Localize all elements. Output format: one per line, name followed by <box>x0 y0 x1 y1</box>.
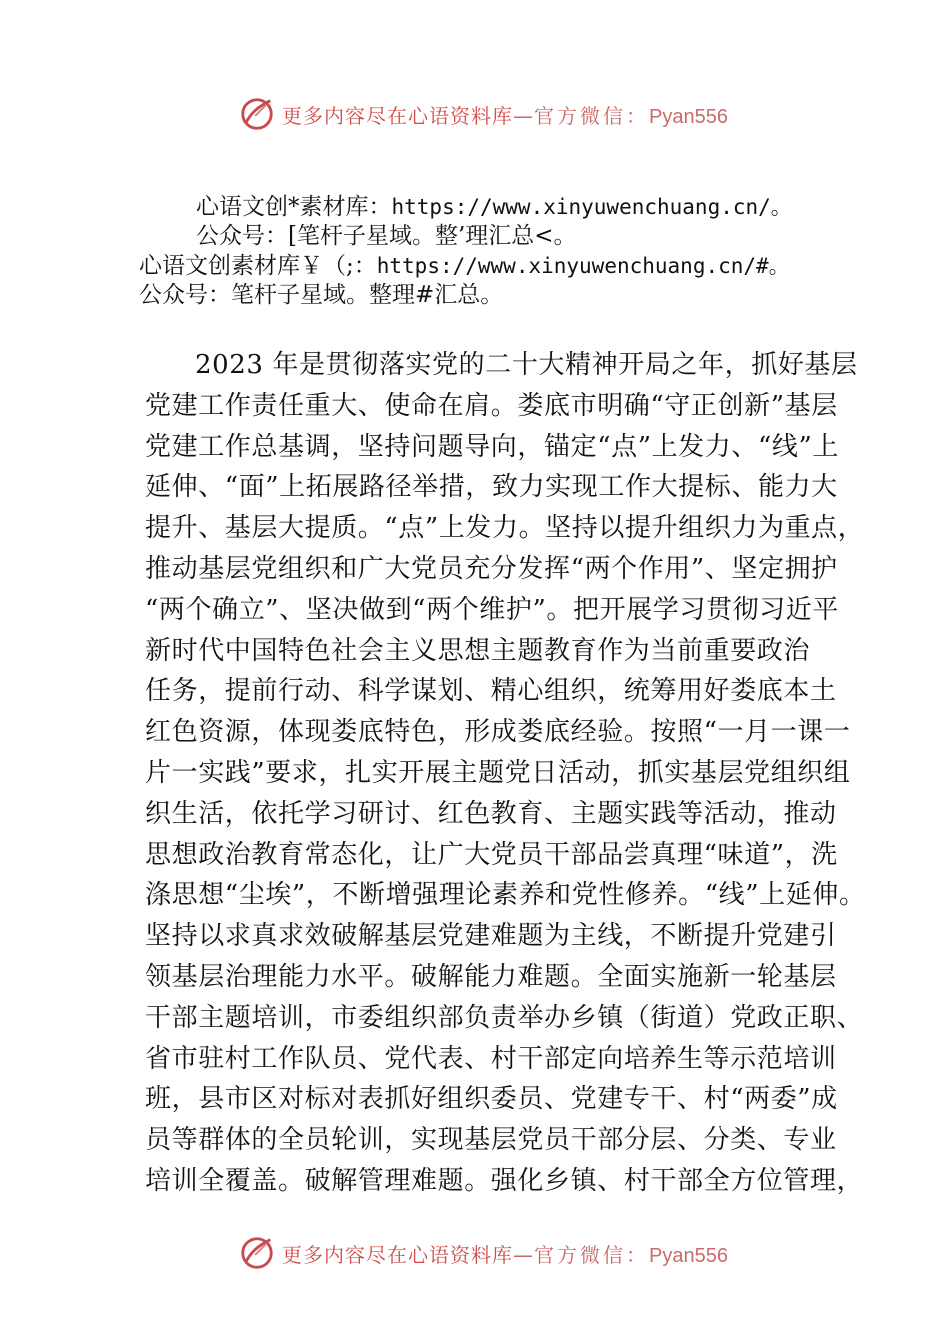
meta-line <box>139 252 790 281</box>
footer-banner <box>238 1233 738 1273</box>
meta-label: 公众号：[笔杆子星域。整’理汇总<。 <box>196 223 577 249</box>
body-line: 红色资源，体现娄底特色，形成娄底经验。按照“一月一课一 <box>145 717 851 748</box>
body-line: 党建工作总基调，坚持问题导向，锚定“点”上发力、“线”上 <box>145 431 839 462</box>
meta-label: 公众号：笔杆子星域。整理#汇总。 <box>139 282 504 308</box>
banner-wechat-label: 官方微信： <box>534 1242 649 1267</box>
body-line: 织生活，依托学习研讨、红色教育、主题实践等活动，推动 <box>145 798 837 829</box>
banner-wechat-label: 官方微信： <box>534 103 649 128</box>
body-line: 2023 年是贯彻落实党的二十大精神开局之年，抓好基层 <box>195 350 858 380</box>
pen-logo-icon <box>238 1234 276 1272</box>
body-line: 涤思想“尘埃”，不断增强理论素养和党性修养。“线”上延伸。 <box>145 880 866 911</box>
body-line: 延伸、“面”上拓展路径举措，致力实现工作大提标、能力大 <box>145 472 838 503</box>
body-line: 提升、基层大提质。“点”上发力。坚持以提升组织力为重点， <box>145 513 865 544</box>
banner-wechat-id: Pyan556 <box>649 1244 728 1267</box>
body-line: 班，县市区对标对表抓好组织委员、党建专干、村“两委”成 <box>145 1084 838 1115</box>
meta-label: 心语文创素材库￥（;： <box>139 253 377 279</box>
banner-separator: — <box>513 103 534 128</box>
banner-text <box>282 1239 728 1268</box>
body-line: 党建工作责任重大、使命在肩。娄底市明确“守正创新”基层 <box>145 390 838 421</box>
body-line: 推动基层党组织和广大党员充分发挥“两个作用”、坚定拥护 <box>145 553 838 584</box>
pen-logo-icon <box>238 95 276 133</box>
meta-label: 心语文创*素材库： <box>196 194 392 220</box>
body-line: 干部主题培训，市委组织部负责举办乡镇（街道）党政正职、 <box>145 1002 864 1033</box>
banner-brand: 更多内容尽在心语资料库 <box>282 103 513 128</box>
body-line: “两个确立”、坚决做到“两个维护”。把开展学习贯彻习近平 <box>145 594 839 625</box>
article-body <box>145 345 866 1202</box>
body-line: 领基层治理能力水平。破解能力难题。全面实施新一轮基层 <box>145 961 837 992</box>
body-line: 片一实践”要求，扎实开展主题党日活动，抓实基层党组织组 <box>145 757 851 788</box>
banner-text <box>282 100 728 129</box>
banner-separator: — <box>513 1242 534 1267</box>
banner-wechat-id: Pyan556 <box>649 105 728 128</box>
meta-line <box>139 281 503 310</box>
meta-url: https://www.xinyuwenchuang.cn/#。 <box>376 254 790 278</box>
header-banner <box>238 94 738 134</box>
body-line: 坚持以求真求效破解基层党建难题为主线，不断提升党建引 <box>145 921 837 952</box>
banner-brand: 更多内容尽在心语资料库 <box>282 1242 513 1267</box>
body-line: 新时代中国特色社会主义思想主题教育作为当前重要政治 <box>145 635 811 666</box>
meta-line <box>196 193 792 222</box>
body-line: 培训全覆盖。破解管理难题。强化乡镇、村干部全方位管理， <box>145 1165 864 1196</box>
body-line: 省市驻村工作队员、党代表、村干部定向培养生等示范培训 <box>145 1043 837 1074</box>
body-line: 员等群体的全员轮训，实现基层党员干部分层、分类、专业 <box>145 1125 837 1156</box>
body-line: 思想政治教育常态化，让广大党员干部品尝真理“味道”，洗 <box>145 839 838 870</box>
meta-url: https://www.xinyuwenchuang.cn/。 <box>391 195 792 219</box>
body-line: 任务，提前行动、科学谋划、精心组织，统筹用好娄底本土 <box>145 676 837 707</box>
meta-line <box>196 222 577 251</box>
